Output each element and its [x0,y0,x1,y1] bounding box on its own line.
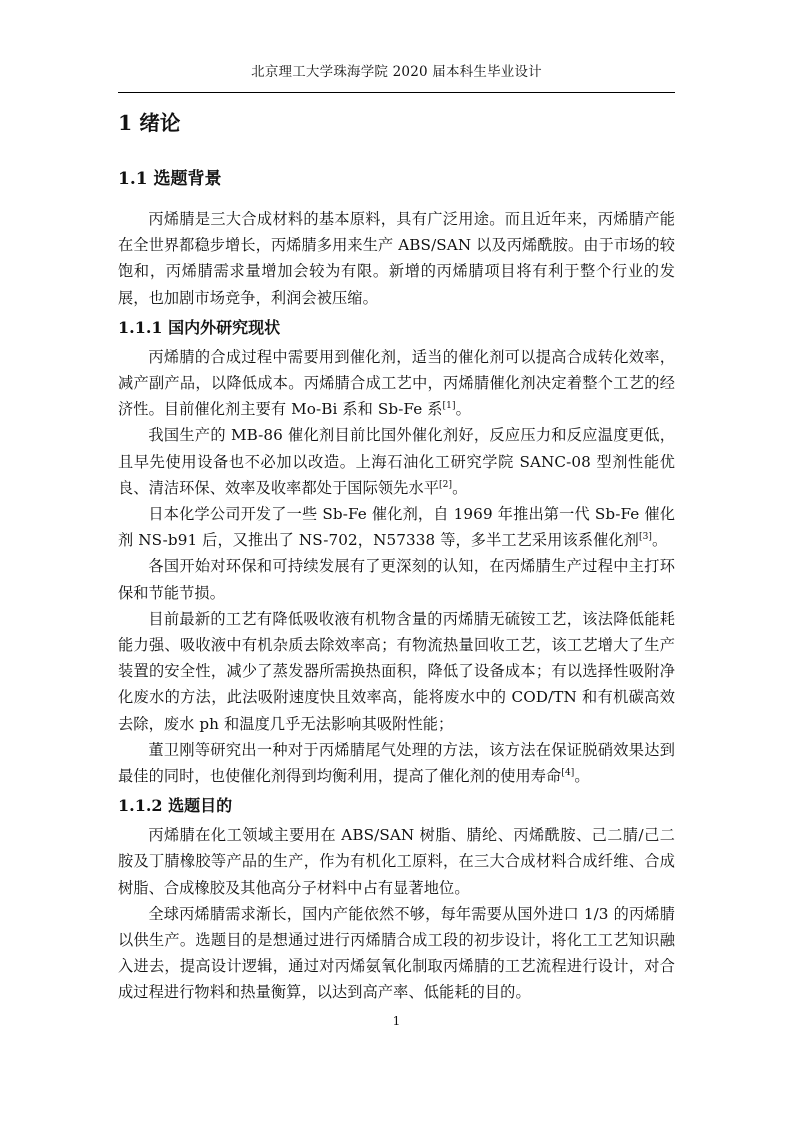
citation-ref: [1] [442,401,456,412]
paragraph-environment: 各国开始对环保和可持续发展有了更深刻的认知，在丙烯腈生产过程中主打环保和节能节损。 [118,557,675,602]
paragraph-text: 董卫刚等研究出一种对于丙烯腈尾气处理的方法，该方法在保证脱硝效果达到最佳的同时，也使催化剂得到均衡利用，提高了催化剂的使用寿命 [118,740,675,786]
subsection-title-purpose: 1.1.2 选题目的 [118,796,233,816]
header-rule [118,92,675,93]
citation-ref: [3] [638,532,653,543]
page-number: 1 [392,1014,401,1028]
paragraph-text: 丙烯腈的合成过程中需要用到催化剂，适当的催化剂可以提高合成转化效率，减产副产品，以降低成本。丙烯腈合成工艺中，丙烯腈催化剂决定着整个工艺的经济性。目前催化剂主要有 Mo-Bi 系和 Sb-Fe 系 [118,347,675,419]
paragraph-domestic-catalyst [118,422,675,501]
subsection-title-research-status: 1.1.1 国内外研究现状 [118,317,281,337]
paragraph-end: 。 [452,478,468,497]
section-intro-paragraph: 丙烯腈是三大合成材料的基本原料，具有广泛用途。而且近年来，丙烯腈产能在全世界都稳步增长，丙烯腈多用来生产 ABS/SAN 以及丙烯酰胺。由于市场的较饱和，丙烯腈需求量增加会较为有限。新增的丙烯腈项目将有利于整个行业的发展，也加剧市场竞争，利润会被压缩。 [118,210,675,307]
paragraph-end: 。 [652,531,668,550]
page-content [118,100,675,1006]
paragraph-catalyst [118,344,675,423]
paragraph-new-process: 目前最新的工艺有降低吸收液有机物含量的丙烯腈无硫铵工艺，该法降低能耗能力强、吸收液中有机杂质去除效率高；有物流热量回收工艺，该工艺增大了生产装置的安全性，减少了蒸发器所需换热面积，降低了设备成本；有以选择性吸附净化废水的方法，此法吸附速度快且效率高，能将废水中的 COD/TN 和有机碳高效去除，废水 ph 和温度几乎无法影响其吸附性能； [118,609,675,733]
chapter-title: 1 绪论 [118,111,181,135]
paragraph-purpose: 全球丙烯腈需求渐长，国内产能依然不够，每年需要从国外进口 1/3 的丙烯腈以供生产。选题目的是想通过进行丙烯腈合成工段的初步设计，将化工工艺知识融入进去，提高设计逻辑，通过对丙烯氨氧化制取丙烯腈的工艺流程进行设计，对合成过程进行物料和热量衡算，以达到高产率、低能耗的目的。 [118,904,675,1002]
citation-ref: [2] [439,479,453,490]
paragraph-application: 丙烯腈在化工领域主要用在 ABS/SAN 树脂、腈纶、丙烯酰胺、己二腈/己二胺及丁腈橡胶等产品的生产，作为有机化工原料，在三大合成材料合成纤维、合成树脂、合成橡胶及其他高分子材料中占有显著地位。 [118,826,675,897]
citation-ref: [4] [561,768,575,778]
running-header: 北京理工大学珠海学院 2020 届本科生毕业设计 [251,64,542,80]
paragraph-tail-gas [118,737,675,789]
paragraph-end: 。 [574,767,590,786]
section-title: 1.1 选题背景 [118,169,222,189]
paragraph-end: 。 [455,400,471,419]
paragraph-text: 日本化学公司开发了一些 Sb-Fe 催化剂，自 1969 年推出第一代 Sb-Fe 催化剂 NS-b91 后，又推出了 NS-702，N57338 等，多半工艺采用该系催化剂 [118,505,675,550]
paragraph-japan-catalyst [118,501,675,553]
paragraph-text: 我国生产的 MB-86 催化剂目前比国外催化剂好，反应压力和反应温度更低，且早先使用设备也不必加以改造。上海石油化工研究学院 SANC-08 型剂性能优良、清洁环保、效率及收率都处于国际领先水平 [118,426,675,497]
